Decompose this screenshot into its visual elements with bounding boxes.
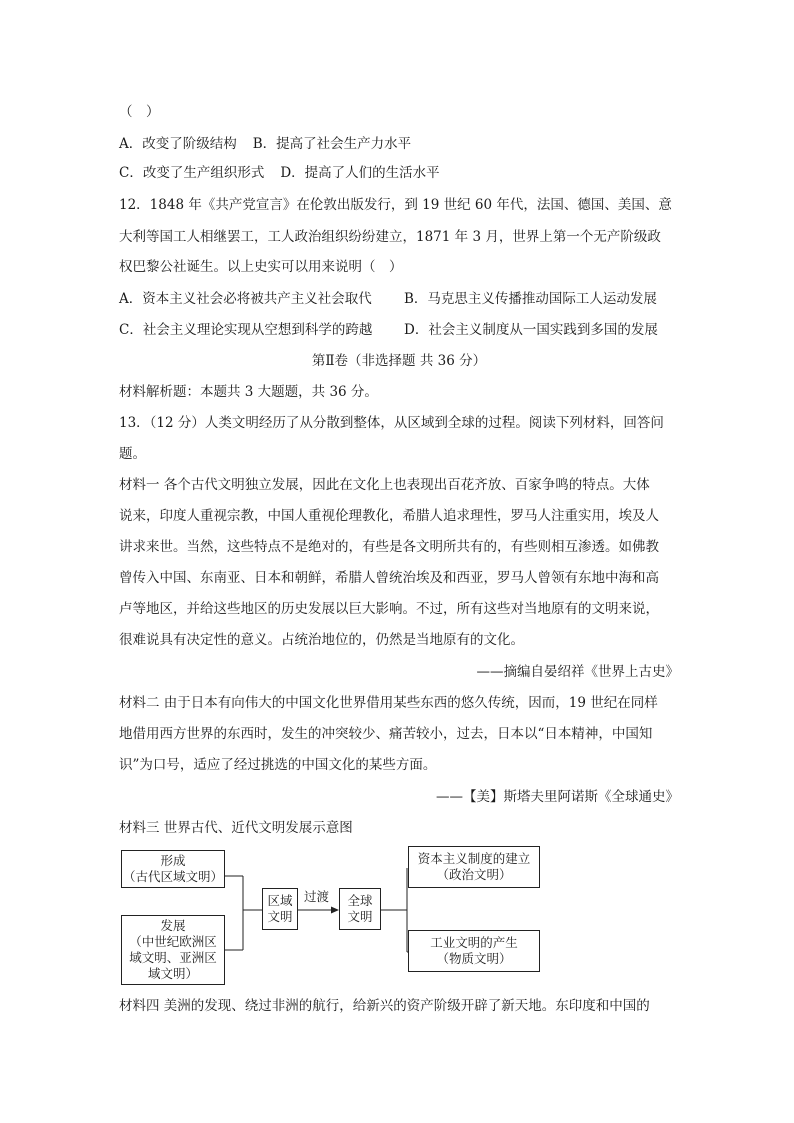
- global-label-2: 文明: [347, 909, 373, 924]
- q11-options-row-1: [119, 134, 679, 154]
- material-1-line-3: 讲求来世。当然，这些特点不是绝对的，有些是各文明所共有的，有些则相互渗透。如佛教: [119, 539, 659, 555]
- industrial-title: 工业文明的产生: [430, 935, 518, 950]
- material-2-line-1: 材料二 由于日本有向伟大的中国文化世界借用某些东西的悠久传统，因而，19 世纪在同样: [119, 695, 658, 711]
- formation-title: 形成: [160, 853, 186, 868]
- development-detail-2: 域文明、亚洲区: [129, 950, 217, 965]
- capitalism-subtitle: （政治文明）: [436, 867, 512, 882]
- development-detail-1: （中世纪欧洲区: [129, 934, 217, 949]
- global-civilization-box: [339, 888, 381, 930]
- material-1-line-1: 材料一 各个古代文明独立发展，因此在文化上也表现出百花齐放、百家争鸣的特点。大体: [119, 477, 650, 493]
- industrial-box: [408, 930, 540, 972]
- q12-option-c: C．社会主义理论实现从空想到科学的跨越: [119, 322, 373, 338]
- material-1-line-2: 说来，印度人重视宗教，中国人重视伦理教化，希腊人追求理性，罗马人注重实用，埃及人: [119, 508, 659, 524]
- part-2-intro: 材料解析题：本题共 3 大题题，共 36 分。: [119, 384, 378, 400]
- q12-stem-line-2: 大利等国工人相继罢工，工人政治组织纷纷建立，1871 年 3 月，世界上第一个无产阶级政: [119, 229, 661, 245]
- q12-options-row-2: [119, 320, 679, 340]
- civilization-development-diagram: [119, 842, 549, 992]
- q11-option-a: A．改变了阶级结构: [119, 136, 237, 152]
- material-3-title: 材料三 世界古代、近代文明发展示意图: [119, 820, 353, 836]
- material-2-source: ——【美】斯塔夫里阿诺斯《全球通史》: [436, 789, 679, 805]
- q12-stem-line-1: 12．1848 年《共产党宣言》在伦敦出版发行，到 19 世纪 60 年代，法国、德国、美国、意: [119, 197, 672, 213]
- global-label-1: 全球: [347, 893, 373, 908]
- part-2-title: 第Ⅱ卷（非选择题 共 36 分）: [311, 353, 487, 369]
- development-title: 发展: [160, 918, 186, 933]
- regional-label-2: 文明: [267, 909, 293, 924]
- industrial-subtitle: （物质文明）: [436, 951, 512, 966]
- material-1-source: ——摘编自晏绍祥《世界上古史》: [476, 664, 679, 680]
- material-2-line-2: 地借用西方世界的东西时，发生的冲突较少、痛苦较小，过去，日本以“日本精神，中国知: [119, 726, 653, 742]
- material-4-line-1: 材料四 美洲的发现、绕过非洲的航行，给新兴的资产阶级开辟了新天地。东印度和中国的: [119, 998, 650, 1014]
- q12-options-row-1: [119, 289, 679, 309]
- material-1-line-6: 很难说具有决定性的意义。占统治地位的，仍然是当地原有的文化。: [119, 632, 524, 648]
- regional-label-1: 区域: [267, 893, 293, 908]
- q12-option-b: B．马克思主义传播推动国际工人运动发展: [404, 291, 657, 307]
- material-1-line-4: 曾传入中国、东南亚、日本和朝鲜，希腊人曾统治埃及和西亚，罗马人曾领有东地中海和高: [119, 570, 659, 586]
- q13-stem-line-2: 题。: [119, 446, 146, 462]
- capitalism-title: 资本主义制度的建立: [417, 851, 531, 866]
- transition-label: 过渡: [304, 889, 330, 904]
- q11-options-row-2: [119, 163, 679, 183]
- formation-subtitle: （古代区域文明）: [122, 869, 223, 884]
- formation-box: [121, 850, 225, 888]
- answer-bracket: （ ）: [119, 104, 160, 120]
- q13-stem-line-1: 13．（12 分）人类文明经历了从分散到整体，从区域到全球的过程。阅读下列材料，回答问: [119, 415, 664, 431]
- material-1-line-5: 卢等地区，并给这些地区的历史发展以巨大影响。不过，所有这些对当地原有的文明来说，: [119, 601, 659, 617]
- development-box: [121, 915, 225, 985]
- q12-option-d: D．社会主义制度从一国实践到多国的发展: [404, 322, 658, 338]
- capitalism-box: [408, 846, 540, 888]
- q11-option-b: B．提高了社会生产力水平: [252, 136, 412, 152]
- q12-stem-line-3: 权巴黎公社诞生。以上史实可以用来说明（ ）: [119, 259, 403, 275]
- q11-option-c: C．改变了生产组织形式: [119, 165, 265, 181]
- q12-option-a: A．资本主义社会必将被共产主义社会取代: [119, 291, 372, 307]
- development-detail-3: 域文明）: [147, 966, 198, 981]
- q11-option-d: D．提高了人们的生活水平: [280, 165, 440, 181]
- regional-civilization-box: [262, 888, 298, 930]
- material-2-line-3: 识”为口号，适应了经过挑选的中国文化的某些方面。: [119, 757, 437, 773]
- transition-arrow-head: [331, 907, 339, 914]
